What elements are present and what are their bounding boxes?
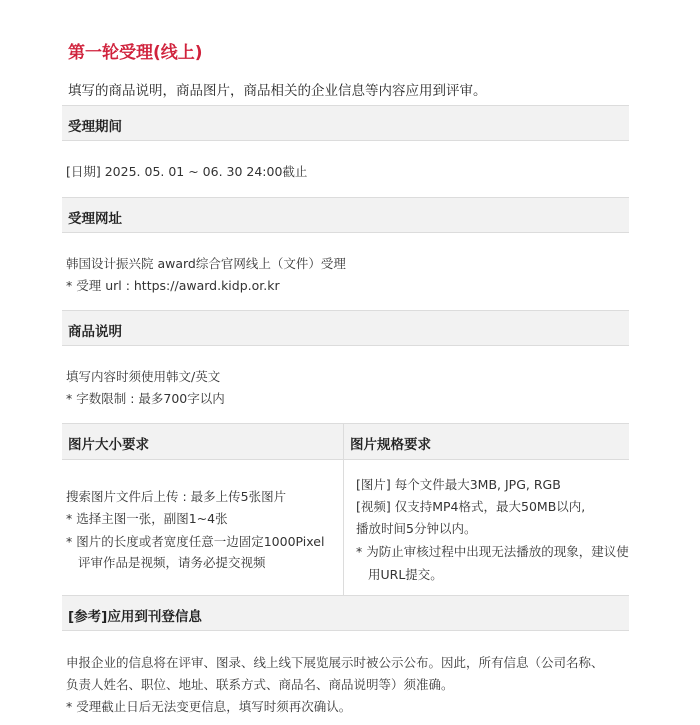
image-size-line-2: * 选择主图一张，副图1~4张 (66, 511, 228, 526)
website-url[interactable]: * 受理 url : https://award.kidp.or.kr (66, 278, 280, 293)
image-spec-line-3: 播放时间5分钟以内。 (356, 521, 477, 536)
image-size-line-1: 搜索图片文件后上传 : 最多上传5张图片 (66, 489, 287, 504)
image-spec-line-1: [图片] 每个文件最大3MB, JPG, RGB (356, 477, 561, 492)
section-header-images (62, 423, 629, 460)
reference-line-3: * 受理截止日后无法变更信息，填写时须再次确认。 (66, 699, 352, 714)
period-text: [日期] 2025. 05. 01 ~ 06. 30 24:00截止 (66, 164, 308, 179)
section-title-description: 商品说明 (68, 324, 122, 340)
section-header-description (62, 310, 629, 346)
image-spec-line-2: [视频] 仅支持MP4格式，最大50MB以内, (356, 499, 586, 514)
page-title: 第一轮受理(线上) (68, 43, 203, 63)
image-size-line-4: 评审作品是视频，请务必提交视频 (78, 555, 266, 570)
website-line-1: 韩国设计振兴院 award综合官网线上（文件）受理 (66, 256, 346, 271)
section-title-website: 受理网址 (68, 211, 122, 227)
image-spec-line-5: 用URL提交。 (368, 567, 443, 582)
section-title-image-spec: 图片规格要求 (350, 437, 431, 453)
column-divider (343, 423, 344, 460)
section-header-period (62, 105, 629, 141)
section-header-website (62, 197, 629, 233)
section-title-reference: [参考]应用到刊登信息 (68, 609, 202, 625)
column-divider (343, 460, 344, 595)
description-line-1: 填写内容时须使用韩文/英文 (66, 369, 221, 384)
image-spec-line-4: * 为防止审核过程中出现无法播放的现象，建议使 (356, 544, 629, 559)
intro-text: 填写的商品说明，商品图片，商品相关的企业信息等内容应用到评审。 (68, 83, 487, 99)
reference-line-1: 申报企业的信息将在评审、图录、线上线下展览展示时被公示公布。因此，所有信息（公司名称、 (66, 655, 604, 670)
section-header-reference (62, 595, 629, 631)
section-title-period: 受理期间 (68, 119, 122, 135)
reference-line-2: 负责人姓名、职位、地址、联系方式、商品名、商品说明等）须准确。 (66, 677, 454, 692)
image-size-line-3: * 图片的长度或者宽度任意一边固定1000Pixel (66, 534, 325, 549)
section-title-image-size: 图片大小要求 (68, 437, 149, 453)
description-line-2: * 字数限制 : 最多700字以内 (66, 391, 225, 406)
